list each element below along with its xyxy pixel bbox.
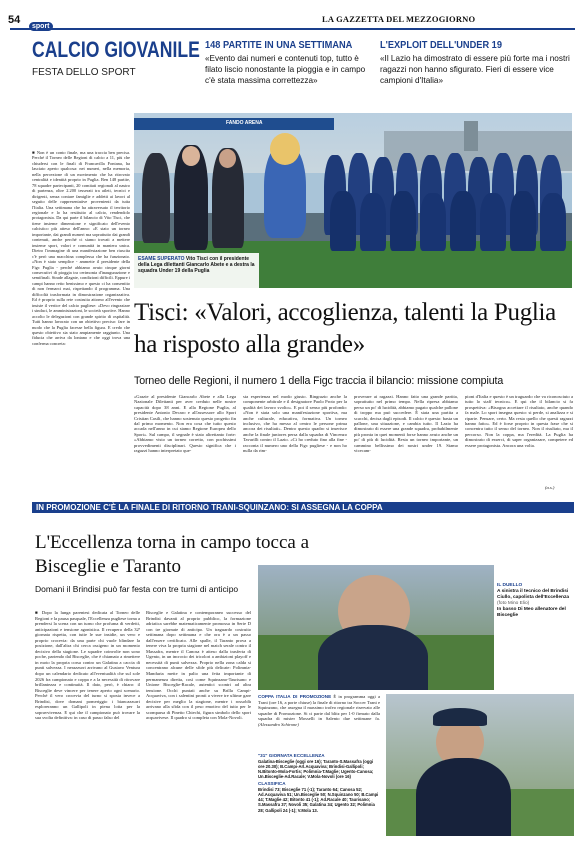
story2-headline: L'Eccellenza torna in campo tocca a Bisceglie e Taranto [35,532,310,577]
story2-subhead: Domani il Brindisi può far festa con tre turni di anticipo [35,584,239,594]
results-title: "31" GIORNATA ECCELLENZA [258,753,325,758]
coppa-title: COPPA ITALIA DI PROMOZIONE [258,694,332,699]
article-column-3: proverare ai ragazzi. Hanno fatto una grande partita, soprattutto nel primo tempo. Nella ripresa abbiamo perso un po' di lucidità, abbiamo pagato qualche pallone di troppo ma può succedere. È stata una partita a scacchi, decisa dagli episodi. Il calcio è questo: basta un pallone, una situazione, e cambia tutto. Il Lazio ha dimostrato di essere una grande squadra, probabilmente più pronta in quei momenti forse hanno avuto anche un po' di più di lucidità. Resta un torneo importante, un cammino bellissimo dei nostri under 19. Siamo vicecam- [354,394,458,454]
lead-column-text: ■ Non è un conto finale, ma una traccia ben precisa. Perché il Torneo delle Regioni di calcio a 11, più che chiudersi con le finali di Francavilla Fontana, ha lasciato aperto qualcosa: nei numeri, nella memoria, nella percezione di un movimento che ha ritrovato centralità e identità proprio in Puglia. Ben 148 partite, 78 squadre partecipanti, 20 comitati regionali al nastro di partenza, oltre 2.200 tesserati tra atleti, tecnici e dirigenti, senza contare famiglie e addetti ai lavori al seguito delle rappresentative provenienti da tutta l'Italia. Una settimana che ha attraversato il territorio regionale e lo ha restituito al calcio, rendendolo protagonista. Da qui parte il bilancio di Vito Tisci, che tiene insieme dimensione e significato dell'evento calcistico più atteso dell'anno: «E stato un torneo importante, dai grandi numeri ma soprattutto dai grandi contenuti, anche perché ci siamo trovati a mettere insieme sport, valori e comunità in maniera unica. Dietro l'immagine di una manifestazione ben riuscita c'è però una macchina complessa che ha funzionato. «Non è stato semplice - ammette il presidente della Figc Puglia - perché abbiamo avuto cinque giorni consecutivi di pioggia tra cerimonia d'inaugurazione e semifinali. Strade allagate, condizioni difficili. Eppure i campi hanno retto benissimo e questo ci ha consentito di non fermarci mai, rispettando il programma. Una difficoltà trasformata in dimostrazione organizzativa. Ed è proprio sulla rete costruita attorno all'evento che insiste il vertice del calcio pugliese: «Devo ringraziare i sindaci, le amministrazioni, le società sportive. Hanno accolto le delegazioni con grande spirito di ospitalità. Tutti hanno lavorato con un obiettivo preciso: fare in modo che la Puglia facesse bella figura. E credo che questo obiettivo sia stato ampiamente raggiunto. Una fiducia che arriva da lontano e che oggi trova una conferma concreta: [32,150,130,346]
duello-title: IL DUELLO [497,583,523,588]
photo-banner-text: FANDO ARENA [226,120,263,126]
story2-column-1: ■ Dopo la lunga parentesi dedicata al Torneo delle Regioni e la pausa pasquale, l'Eccellenza pugliese torna a prendersi la scena con un turno che profuma di verdetti, anticipazioni e tensione agonistica. Il recupero della 32ª giornata rispetta, con tutte le sue insidie, un vero e proprio crocevia: da una parte chi vuole blindare la posizione, dall'altra chi cerca ossigeno in un momento decisivo della stagione. Le squadre coinvolte non sono poche, partendo dal Bisceglie, che è chiamato a rimettere in moto la propria corsa contro un Galatina a caccia di punti salvezza. I nerazzurri arrivano al Gustavo Ventura dopo un calendario dedicato all'eventualità che sul sole 2026 fra campionato e coppa e a la necessità di ritrovare brillantezza e continuità. Il dato, però, è chiaro: il Bisceglie deve vincere per tenere aperto ogni scenario. Perché il vero crocevia del turno si sposta invece a Brindisi, dove domani pomeriggio i biancazzurri esploreranno un Gallipoli in piena lotta per la sopravvivenza. E qui che il campionato può trovare la sua svolta definitiva: in caso di passo falso del [35,610,140,721]
photo-caption [138,256,256,274]
coppa-byline: (Alessandro Schirone) [258,721,299,727]
results-text: Galatina-Bisceglie (oggi ore 16); Taranto-S.Massafra (oggi ore 20.30); B.Campi-Arl.Acquaviva; Brindisi-Gallipoli; N.Bitonto-Mola-Fortis; Polimnia-T.Maglie; Ugento-Canosa; Un.Bisceglie-Ad.Racale; V.Mola-Novoli (ore 16) [258,758,374,780]
section-title: CALCIO GIOVANILE [32,37,200,62]
photo-caption-text: Vito Tisci con il presidente della Lega dilettanti Giancarlo Abete e a destra la squadra Under 19 della Puglia [138,256,255,274]
duello-caption [497,583,572,619]
page-number: 54 [8,14,21,26]
kicker2-quote: «Il Lazio ha dimostrato di essere più forte ma i nostri ragazzi non hanno sfigurato. Fieri di essere vice campioni d'Italia» [380,54,570,85]
main-subhead: Torneo delle Regioni, il numero 1 della Figc traccia il bilancio: missione compiuta [134,375,504,387]
standings-title: CLASSIFICA [258,781,286,787]
article-column-1: «Grazie al presidente Giancarlo Abete e alla Lega Nazionale Dilettanti per aver creduto nelle nostre capacità dopo 38 anni. E alla Regione Puglia, al presidente Antonio Decaro e all'assessore allo Sport Cristian Casili, che hanno sostenuto questo progetto fin dal primo momento. Non era cosa che tutto questo accada nell'anno in cui siamo Regione Europea dello Sport». Sul campo, il segnale è stato altrettanto forte: «Abbiamo visto un torneo corretto, con pochissimi provvedimenti disciplinari. Questo significa che i ragazzi hanno interpretato que- [134,394,236,454]
kicker2-title: L'EXPLOIT DELL'UNDER 19 [380,39,502,51]
byline-1: (a.s.) [545,485,555,490]
newspaper-name: LA GAZZETTA DEL MEZZOGIORNO [322,14,476,24]
photo-caption-label: ESAME SUPERATO [138,256,185,262]
article-column-4: pioni d'Italia e questo è un traguardo che va riconosciuto a tutto lo staff tecnico». E qui che il bilancio si fa prospettiva: «Bisogna accettare il risultato, anche quando fa male. Lo sport insegna questo: si perde, si analizza e si riparte. Pensare, certo. Ma resta quello che questi ragazzi hanno fatto». Ed è forse proprio in questa frase che si concentra tutto il senso del torneo. Non il risultato, ma il percorso. Non la coppa, ma l'eredità. La Puglia ha dimostrato di esserci, di saper organizzare, competere ed essere protagonista. Ancora una volta. [465,394,573,448]
coach-photo-bisceglie [386,694,574,836]
kicker1-quote: «Evento dai numeri e contenuti top, tutto è filato liscio nonostante la pioggia e in campo c'è stata massima correttezza» [205,54,366,85]
duello-text: A sinistra il tecnico del Brindisi Ciullo, capolista dell'Eccellenza [497,589,570,600]
team-photo [134,113,572,288]
coppa-body: È in programma oggi a Trani (ore 16, a porte chiuse) la finale di ritorno tra Soccer Trani e Squinzano, che assegna il massimo trofeo regionale riservato alle squadre di Promozione. Si ci parte dal blitz per 1-0 firmato dalla squadra di mister Mosselli in Salento due settimane fa. [258,694,380,722]
main-headline: Tisci: «Valori, accoglienza, talenti la Puglia ha risposto alla grande» [134,299,556,358]
section-banner-text: IN PROMOZIONE C'È LA FINALE DI RITORNO TRANI-SQUINZANO: SI ASSEGNA LA COPPA [36,503,383,512]
duello-credit: (foto Mino Elio) [497,601,530,606]
sport-logo: sport [29,15,53,33]
duello-text-2: In basso Di Meo allenatore del Bisceglie [497,607,566,618]
section-subtitle: FESTA DELLO SPORT [32,67,136,78]
kicker1-title: 148 PARTITE IN UNA SETTIMANA [205,39,353,51]
coppa-text [258,694,380,750]
coppa-box [258,694,380,834]
article-column-2: sta esperienza nel modo giusto. Ringrazio anche la componente arbitrale e il designatore Paolo Proto per la qualità dei lavoro svolto». E poi il senso più profondo: «Non è stata solo una manifestazione sportiva, ma anche culturale, educativa, formativa. Un torneo inclusivo, che ha messo al centro le persone prima ancora dei risultati». Dentro questo quadro si inserisce anche la finale juniores persa dalla squadra di Vincenzo Tavarilli contro il Lazio. «Ci ho creduto fino alla fine - racconta il numero uno della Figc pugliese - e non ho nulla da rim- [243,394,347,454]
standings-text: Brindisi 73; Bisceglie 71 (-1); Taranto 64; Canosa 52; Ad.Acquaviva 51; Un.Bisceglie 50; N.Squinzano 50; B.Campi 44; T.Maglie 42; Bitonto 41 (-1); Ad.Racale 40; Taurisano; S.Massafra 37; Novoli 35; Galatina 34; Ugento 32; Polimnia 28; Gallipoli 24 (-1); V.Mola 13. [258,786,379,813]
header-rule [10,28,575,30]
coach-photo-brindisi [258,565,494,690]
story2-column-2: Bisceglie e Galatina e contemporaneo successo del Brindisi davanti al proprio pubblico, la formazione adriatica sarebbe matematicamente promossa in Serie D con tre giornate di anticipo. Un traguardo costruito settimana dopo settimana e che ora è a un passo dall'essere certificato. Alle spalle, il Taranto prova a tenere viva la propria stagione nel match serale contro il Massafra, mentre il Canosa è atteso dalla trasferta di Ugento, in un incrocio dei tricolori a ambizioni playoff e necessità di punti salvezza. Proprio nella zona calda si concentrano alcune delle sfide più delicate: Polimnia-Manduria mette in palio una fetta importante di permanenza diretta, così come Squinzano-Taurisano e Unione Bisceglie-Racale, autentici scontri ad altra tensione. Occhi puntati anche su Brilla Campi-Acquaviva, con i salentini pronti a vivere tre ultime gare decisive per meglio la stagione, mentre i rossoblù arrivano alla sfida con il peso emotivo del tutto per le scomparsa di Pinetto Chiechi, figura simbolo dello sport acquavivese. Il quadro si completa con Mola-Novoli. [146,610,251,721]
